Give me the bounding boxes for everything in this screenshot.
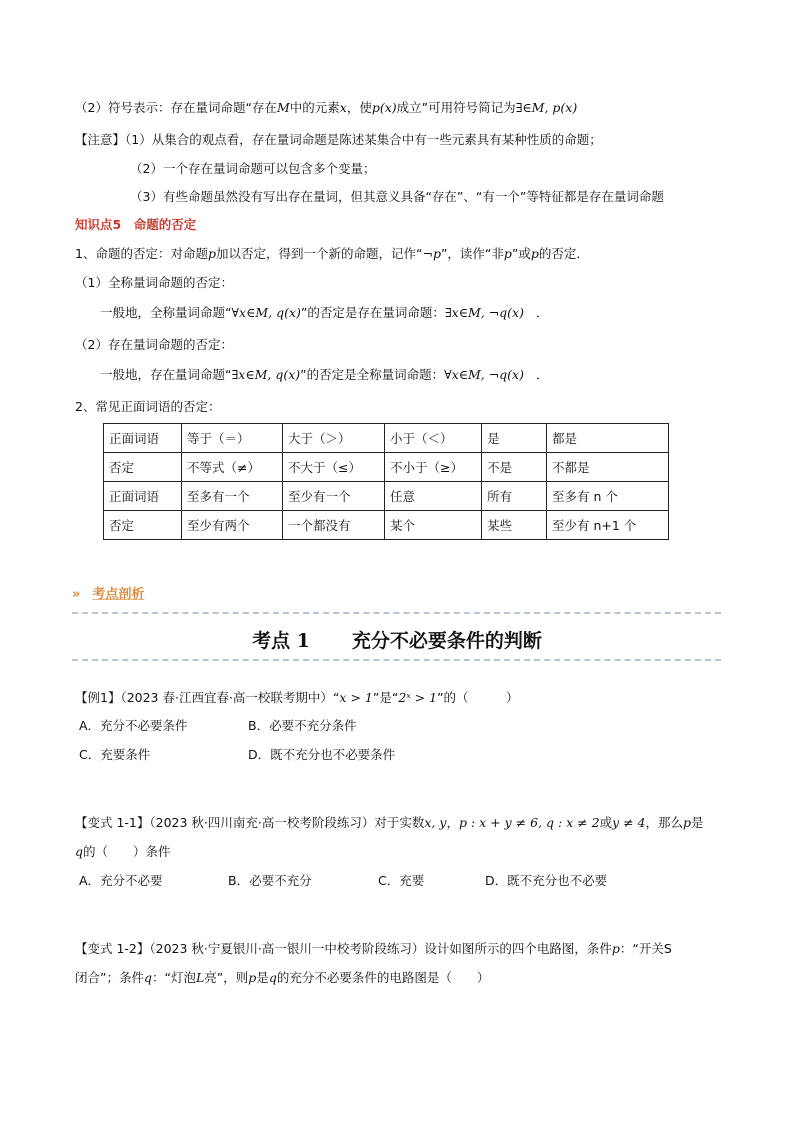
table-row: 否定 不等式（≠） 不大于（≤） 不小于（≥） 不是 不都是: [104, 453, 669, 482]
variant-1-1-stem-2: q的（ ）条件: [75, 844, 171, 859]
universal-negation-line: 一般地，全称量词命题“∀x∈M, q(x)”的否定是存在量词命题：∃x∈M, ¬q(x) ．: [100, 305, 549, 320]
note-line-2: （2）一个存在量词命题可以包含多个变量；: [130, 161, 376, 176]
example-1-stem: 【例1】（2023 春·江西宜春·高一校联考期中）“x > 1”是“2ˣ > 1”的（ ）: [75, 690, 519, 705]
variant-1-1-stem: 【变式 1-1】（2023 秋·四川南充·高一校考阶段练习）对于实数x, y，p : x + y ≠ 6, q : x ≠ 2或y ≠ 4，那么p是: [75, 815, 704, 830]
table-row: 正面词语 至多有一个 至少有一个 任意 所有 至多有 n 个: [104, 482, 669, 511]
variant-1-1-option-b: B．必要不充分: [228, 873, 312, 888]
example-1-option-c: C．充要条件: [79, 747, 151, 762]
section-label: 考点剖析: [92, 587, 145, 602]
variant-1-2-stem-2: 闭合”；条件q：“灯泡L亮”，则p是q的充分不必要条件的电路图是（ ）: [75, 970, 490, 985]
negation-table: [103, 423, 669, 540]
example-1-option-d: D．既不充分也不必要条件: [248, 747, 396, 762]
kaodian-title: 考点 1 充分不必要条件的判断: [252, 630, 542, 652]
existential-negation-heading: （2）存在量词命题的否定：: [75, 337, 233, 352]
divider-top: [72, 612, 721, 614]
note-line-1: 【注意】（1）从集合的观点看，存在量词命题是陈述某集合中有一些元素具有某种性质的命题；: [75, 132, 602, 147]
variant-1-1-option-d: D．既不充分也不必要: [485, 873, 608, 888]
variant-1-1-option-c: C．充要: [378, 873, 425, 888]
existential-negation-line: 一般地，存在量词命题“∃x∈M, q(x)”的否定是全称量词命题：∀x∈M, ¬q(x) ．: [100, 367, 549, 382]
example-1-option-a: A．充分不必要条件: [79, 718, 188, 733]
universal-negation-heading: （1）全称量词命题的否定：: [75, 275, 233, 290]
note-line-3: （3）有些命题虽然没有写出存在量词，但其意义具备“存在”、“有一个”等特征都是存在量词命题: [130, 189, 664, 204]
knowledge-point-heading: 知识点5 命题的否定: [75, 217, 197, 232]
section-header: [72, 583, 144, 602]
table-row: 正面词语 等于（＝） 大于（＞） 小于（＜） 是 都是: [104, 424, 669, 453]
table-row: 否定 至少有两个 一个都没有 某个 某些 至少有 n+1 个: [104, 511, 669, 540]
symbol-notation-line: （2）符号表示：存在量词命题“存在M中的元素x，使p(x)成立”可用符号简记为∃∈M, p(x): [75, 100, 578, 115]
negation-definition-line: 1、命题的否定：对命题p加以否定，得到一个新的命题，记作“¬p”，读作“非p”或p的否定．: [75, 246, 589, 261]
variant-1-1-option-a: A．充分不必要: [79, 873, 163, 888]
double-chevron-icon: »: [72, 587, 81, 602]
example-1-option-b: B．必要不充分条件: [248, 718, 357, 733]
common-words-heading: 2、常见正面词语的否定：: [75, 399, 221, 414]
variant-1-2-stem: 【变式 1-2】（2023 秋·宁夏银川·高一银川一中校考阶段练习）设计如图所示的四个电路图，条件p：“开关S: [75, 941, 672, 956]
divider-bottom: [72, 659, 721, 661]
